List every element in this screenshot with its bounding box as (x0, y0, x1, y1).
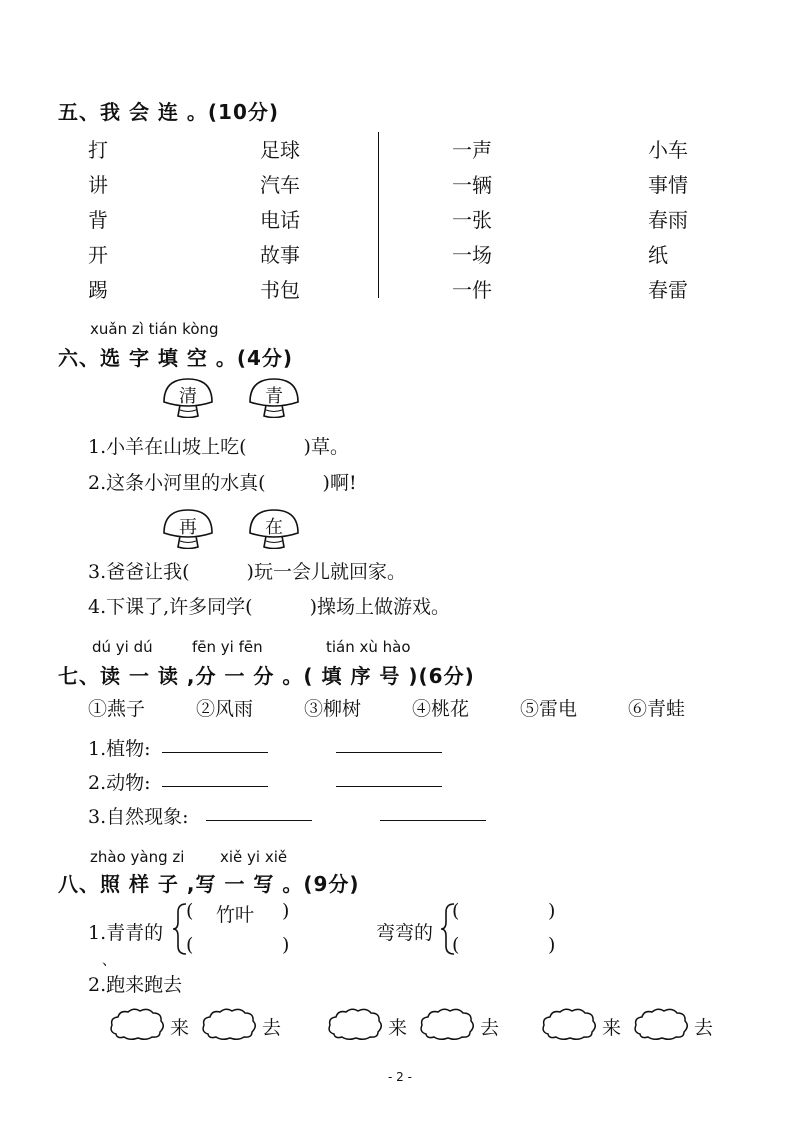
qu-char: 去 (480, 1017, 500, 1039)
mushroom-card (160, 376, 216, 418)
question-4: 4.下课了,许多同学( )操场上做游戏。 (88, 596, 450, 618)
section-7-title: 七、读 一 读 ,分 一 分 。( 填 序 号 )(6分) (58, 664, 475, 688)
section-7-pinyin-1: dú yi dú (92, 638, 153, 656)
section-6-pinyin: xuǎn zì tián kòng (90, 320, 219, 338)
cloud-blank[interactable] (108, 1006, 166, 1042)
paren-open: ( (186, 900, 194, 922)
answer-blank[interactable] (336, 752, 442, 753)
lai-char: 来 (602, 1017, 622, 1039)
option-item: ①燕子 (88, 698, 146, 720)
match-word[interactable]: 打 (88, 138, 108, 162)
match-word[interactable]: 踢 (88, 278, 108, 302)
option-item: ④桃花 (412, 698, 470, 720)
qu-char: 去 (262, 1017, 282, 1039)
cloud-blank[interactable] (418, 1006, 476, 1042)
mushroom-char: 青 (265, 386, 283, 407)
match-word[interactable]: 背 (88, 208, 108, 232)
cloud-blank[interactable] (540, 1006, 598, 1042)
match-word[interactable]: 足球 (260, 138, 300, 162)
section-8-pinyin-1: zhào yàng zi (90, 848, 185, 866)
question-1: 1.小羊在山坡上吃( )草。 (88, 436, 349, 458)
match-word[interactable]: 小车 (648, 138, 688, 162)
paren-close: ) (282, 934, 290, 956)
mushroom-card (160, 507, 216, 549)
qu-char: 去 (694, 1017, 714, 1039)
match-word[interactable]: 一件 (452, 278, 492, 302)
answer-blank[interactable] (162, 752, 268, 753)
answer-blank[interactable] (380, 820, 486, 821)
paren-open: ( (452, 900, 460, 922)
cloud-blank[interactable] (326, 1006, 384, 1042)
mushroom-card (246, 507, 302, 549)
section-7-pinyin-3: tián xù hào (326, 638, 411, 656)
section-5-title: 五、我 会 连 。(10分) (58, 100, 280, 124)
match-word[interactable]: 开 (88, 243, 108, 267)
cloud-blank[interactable] (200, 1006, 258, 1042)
answer-blank[interactable] (206, 820, 312, 821)
q1b-label: 弯弯的 (376, 922, 434, 944)
divider-line (378, 132, 379, 298)
section-8-title: 八、照 样 子 ,写 一 写 。(9分) (58, 872, 360, 896)
row-nature-label: 3.自然现象: (88, 806, 189, 828)
match-word[interactable]: 一辆 (452, 173, 492, 197)
section-7-pinyin-2: fēn yi fēn (192, 638, 263, 656)
section-8-pinyin-2: xiě yi xiě (220, 848, 288, 866)
match-word[interactable]: 汽车 (260, 173, 300, 197)
match-word[interactable]: 春雨 (648, 208, 688, 232)
lai-char: 来 (170, 1017, 190, 1039)
mushroom-char: 在 (265, 517, 283, 538)
lai-char: 来 (388, 1017, 408, 1039)
question-3: 3.爸爸让我( )玩一会儿就回家。 (88, 561, 406, 583)
paren-close: ) (548, 934, 556, 956)
page-number: - 2 - (388, 1070, 412, 1084)
mushroom-char: 再 (179, 517, 197, 538)
match-word[interactable]: 一张 (452, 208, 492, 232)
option-item: ⑥青蛙 (628, 698, 686, 720)
q1-label: 1.青青的 (88, 922, 164, 944)
match-word[interactable]: 纸 (648, 243, 668, 267)
match-word[interactable]: 春雷 (648, 278, 688, 302)
answer-blank[interactable] (336, 786, 442, 787)
paren-close: ) (548, 900, 556, 922)
cloud-blank[interactable] (632, 1006, 690, 1042)
example-word: 竹叶 (216, 904, 255, 926)
mushroom-char: 清 (179, 386, 197, 407)
match-word[interactable]: 事情 (648, 173, 688, 197)
dot-mark: 、 (102, 953, 116, 969)
question-2: 2.这条小河里的水真( )啊! (88, 472, 357, 494)
answer-blank[interactable] (162, 786, 268, 787)
match-word[interactable]: 讲 (88, 173, 108, 197)
paren-close: ) (282, 900, 290, 922)
match-word[interactable]: 一声 (452, 138, 492, 162)
match-word[interactable]: 书包 (260, 278, 300, 302)
q2-label: 2.跑来跑去 (88, 974, 183, 996)
row-animals-label: 2.动物: (88, 772, 151, 794)
option-item: ⑤雷电 (520, 698, 578, 720)
option-item: ③柳树 (304, 698, 362, 720)
mushroom-card (246, 376, 302, 418)
match-word[interactable]: 一场 (452, 243, 492, 267)
match-word[interactable]: 电话 (260, 208, 300, 232)
paren-open: ( (452, 934, 460, 956)
paren-open: ( (186, 934, 194, 956)
match-word[interactable]: 故事 (260, 243, 300, 267)
section-6-title: 六、选 字 填 空 。(4分) (58, 346, 294, 370)
option-item: ②风雨 (196, 698, 254, 720)
row-plants-label: 1.植物: (88, 738, 151, 760)
